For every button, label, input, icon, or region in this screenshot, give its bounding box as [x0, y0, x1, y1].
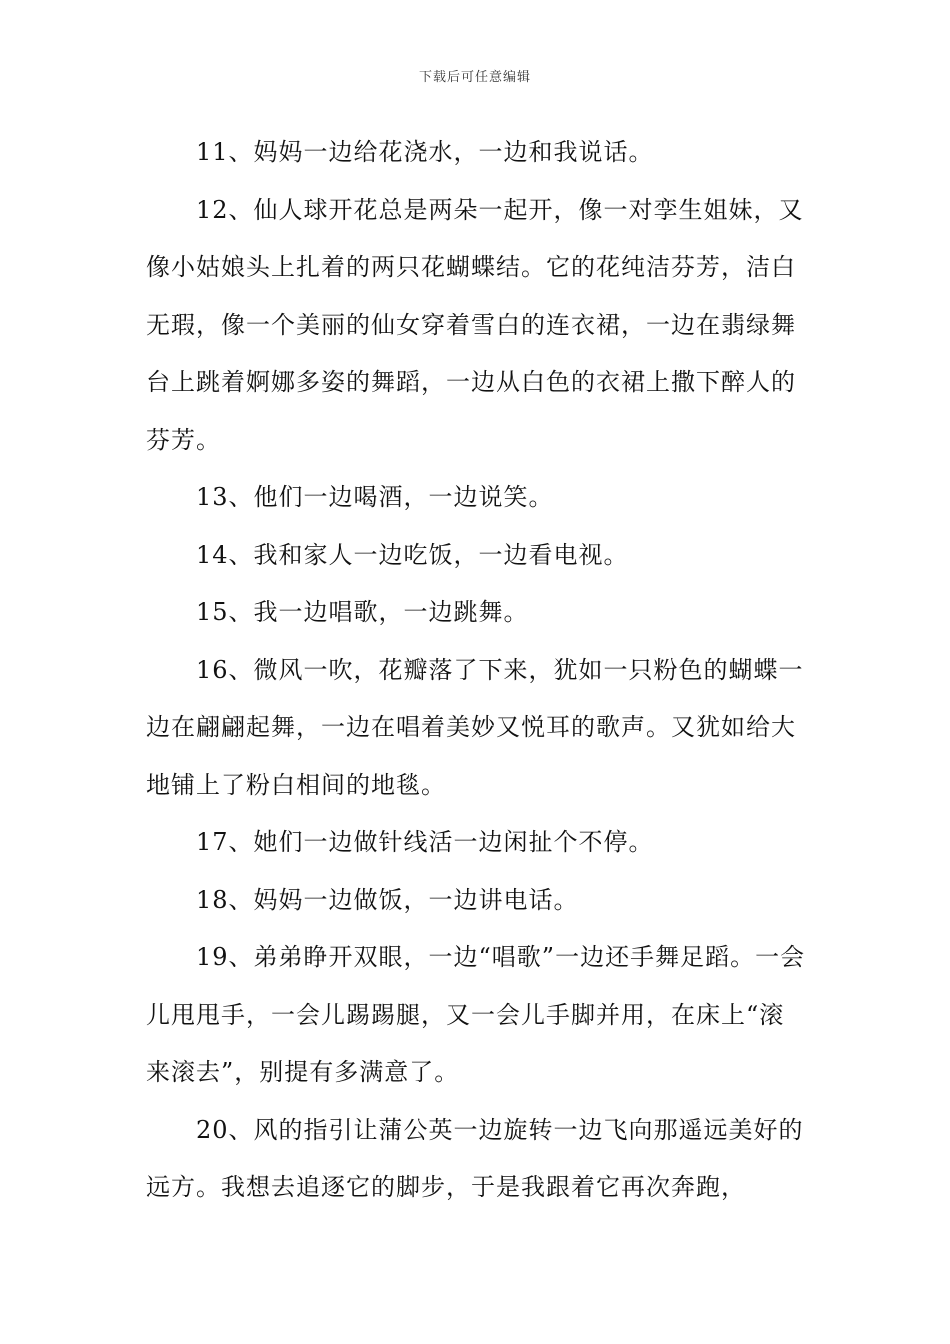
paragraph-20: 20、风的指引让蒲公英一边旋转一边飞向那遥远美好的远方。我想去追逐它的脚步，于是我跟着它再次奔跑，	[146, 1115, 804, 1201]
document-body	[146, 124, 808, 1217]
paragraph-11: 11、妈妈一边给花浇水，一边和我说话。	[196, 138, 654, 166]
paragraph-17: 17、她们一边做针线活一边闲扯个不停。	[196, 828, 654, 856]
paragraph-13: 13、他们一边喝酒，一边说笑。	[196, 483, 554, 511]
page-header: 下载后可任意编辑	[418, 70, 531, 85]
paragraph-16: 16、微风一吹，花瓣落了下来，犹如一只粉色的蝴蝶一边在翩翩起舞，一边在唱着美妙又悦耳的歌声。又犹如给大地铺上了粉白相间的地毯。	[146, 655, 804, 799]
paragraph-12: 12、仙人球开花总是两朵一起开，像一对孪生姐妹，又像小姑娘头上扎着的两只花蝴蝶结。它的花纯洁芬芳，洁白无瑕，像一个美丽的仙女穿着雪白的连衣裙，一边在翡绿舞台上跳着婀娜多姿的舞蹈，一边从白色的衣裙上撒下醉人的芬芳。	[146, 195, 804, 454]
paragraph-14: 14、我和家人一边吃饭，一边看电视。	[196, 540, 629, 569]
paragraph-18: 18、妈妈一边做饭，一边讲电话。	[196, 885, 579, 914]
paragraph-15: 15、我一边唱歌，一边跳舞。	[196, 598, 529, 626]
paragraph-19: 19、弟弟睁开双眼，一边“唱歌”一边还手舞足蹈。一会儿甩甩手，一会儿踢踢腿，又一会儿手脚并用，在床上“滚来滚去”，别提有多满意了。	[146, 943, 806, 1086]
